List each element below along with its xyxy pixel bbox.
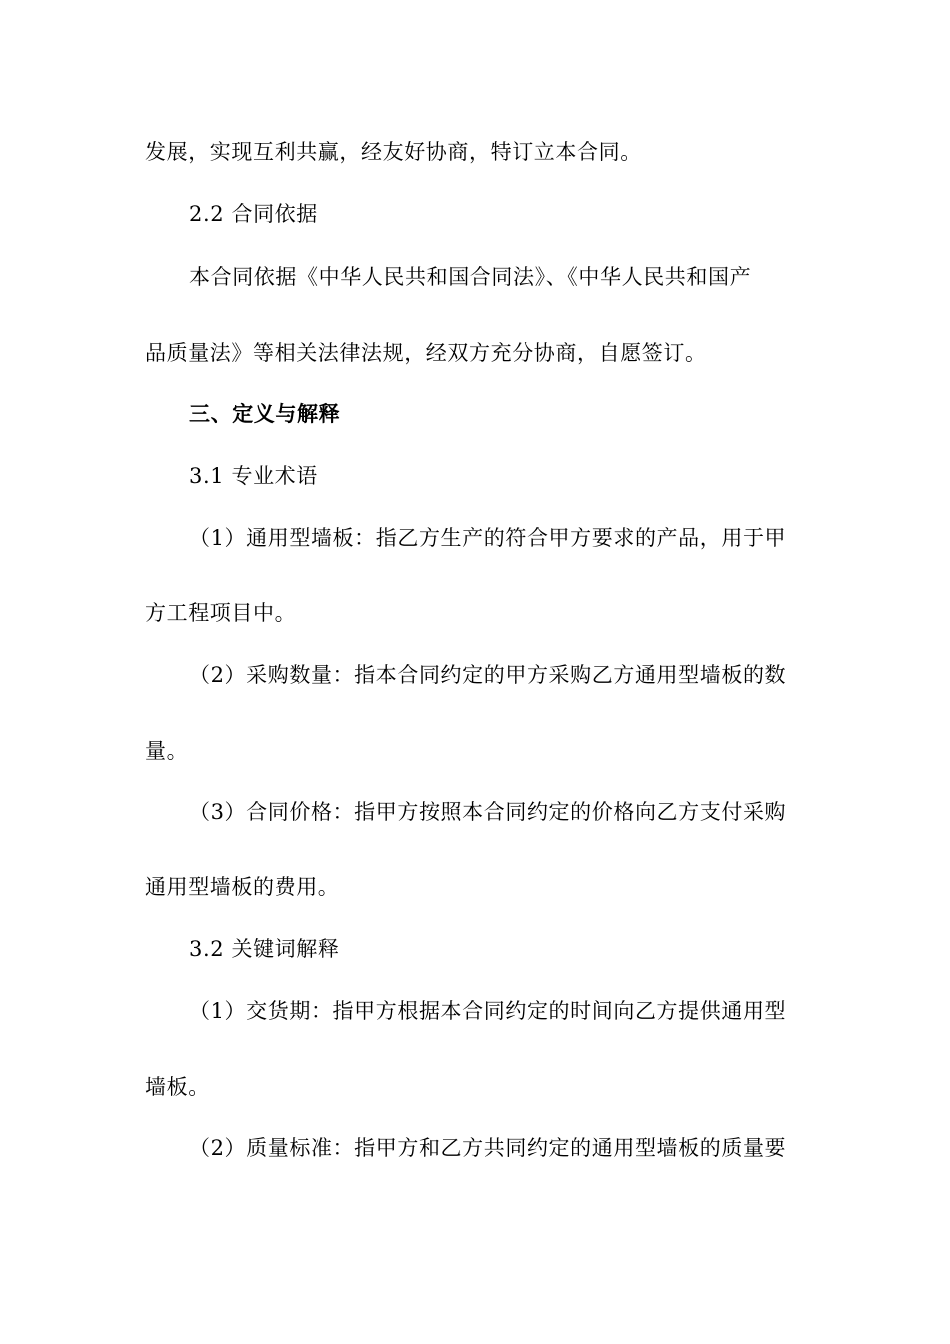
paragraph-line: 量。 xyxy=(145,739,189,763)
subsection-heading: 3.1 专业术语 xyxy=(189,464,318,488)
list-item-line: （1）通用型墙板：指乙方生产的符合甲方要求的产品，用于甲 xyxy=(189,526,787,550)
paragraph-line: 通用型墙板的费用。 xyxy=(145,875,340,899)
paragraph-line: 墙板。 xyxy=(145,1075,210,1099)
list-item-line: （1）交货期：指甲方根据本合同约定的时间向乙方提供通用型 xyxy=(189,999,787,1023)
paragraph-line: 方工程项目中。 xyxy=(145,601,297,625)
subsection-heading: 3.2 关键词解释 xyxy=(189,937,340,961)
subsection-heading: 2.2 合同依据 xyxy=(189,202,318,226)
list-item-line: （2）采购数量：指本合同约定的甲方采购乙方通用型墙板的数 xyxy=(189,663,787,687)
paragraph-line: 本合同依据《中华人民共和国合同法》、《中华人民共和国产 xyxy=(189,265,752,289)
section-heading: 三、定义与解释 xyxy=(189,401,341,426)
paragraph-line: 发展，实现互利共赢，经友好协商，特订立本合同。 xyxy=(145,140,642,164)
list-item-line: （3）合同价格：指甲方按照本合同约定的价格向乙方支付采购 xyxy=(189,800,787,824)
paragraph-line: 品质量法》等相关法律法规，经双方充分协商，自愿签订。 xyxy=(145,341,707,365)
list-item-line: （2）质量标准：指甲方和乙方共同约定的通用型墙板的质量要 xyxy=(189,1136,787,1160)
